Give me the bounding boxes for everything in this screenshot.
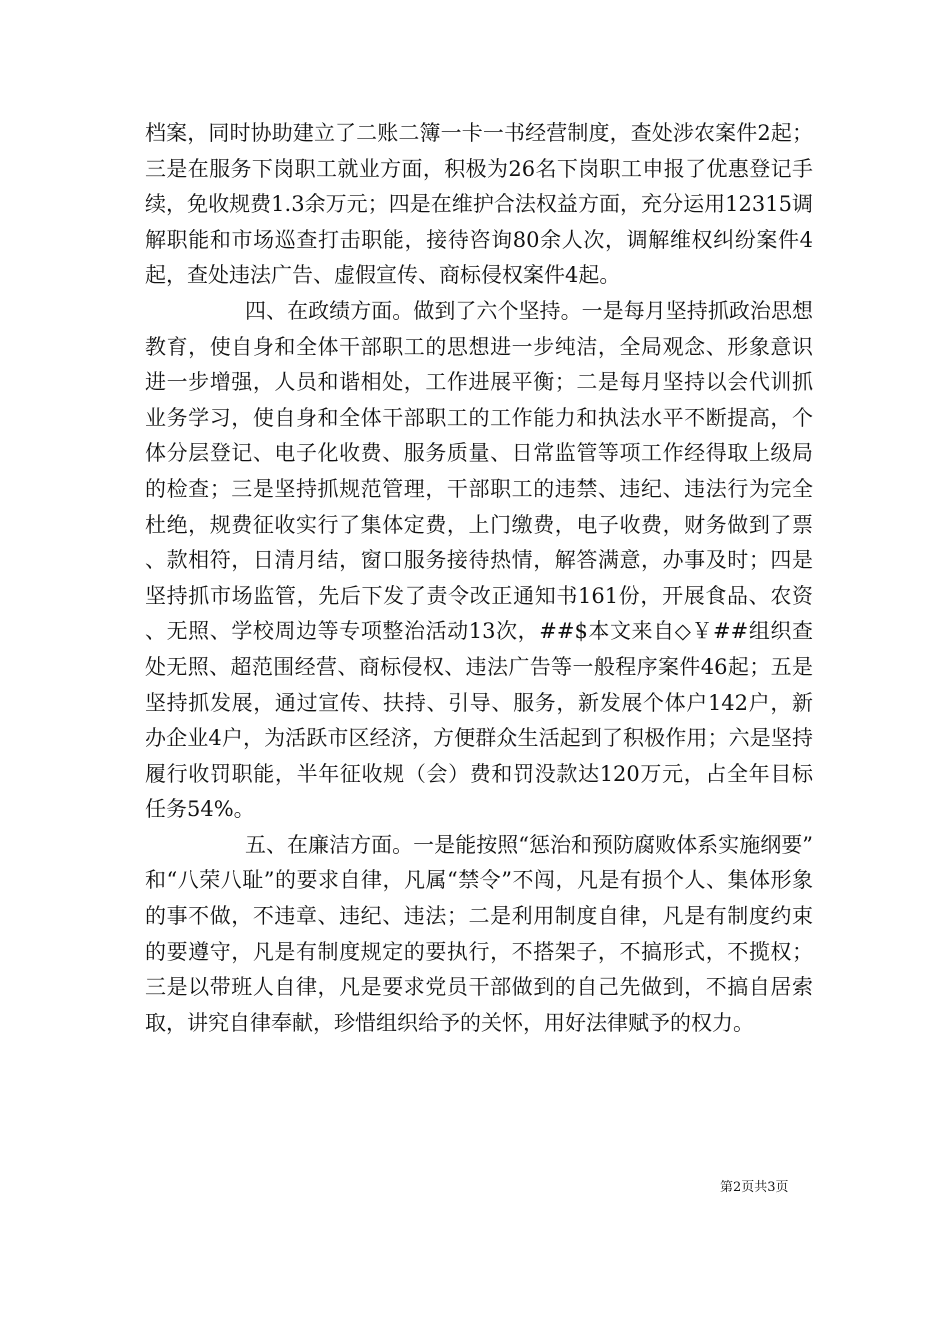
- document-body: [145, 116, 813, 1041]
- paragraph-integrity: 五、在廉洁方面。一是能按照“惩治和预防腐败体系实施纲要”和“八荣八耻”的要求自律，凡属“禁令”不闯，凡是有损个人、集体形象的事不做，不违章、违纪、违法；二是利用制度自律，凡是有制度约束的要遵守，凡是有制度规定的要执行，不搭架子，不搞形式，不揽权；三是以带班人自律，凡是要求党员干部做到的自己先做到，不搞自居索取，讲究自律奉献，珍惜组织给予的关怀，用好法律赋予的权力。: [145, 832, 813, 1035]
- paragraph-continuation: 档案，同时协助建立了二账二簿一卡一书经营制度，查处涉农案件2起；三是在服务下岗职工就业方面，积极为26名下岗职工申报了优惠登记手续，免收规费1.3余万元；四是在维护合法权益方面，充分运用12315调解职能和市场巡查打击职能，接待咨询80余人次，调解维权纠纷案件4起，查处违法广告、虚假宣传、商标侵权案件4起。: [145, 121, 813, 288]
- page-number-footer: 第2页共3页: [720, 1180, 789, 1195]
- paragraph-performance: 四、在政绩方面。做到了六个坚持。一是每月坚持抓政治思想教育，使自身和全体干部职工的思想进一步纯洁，全局观念、形象意识进一步增强，人员和谐相处，工作进展平衡；二是每月坚持以会代训抓业务学习，使自身和全体干部职工的工作能力和执法水平不断提高，个体分层登记、电子化收费、服务质量、日常监管等项工作经得取上级局的检查；三是坚持抓规范管理，干部职工的违禁、违纪、违法行为完全杜绝，规费征收实行了集体定费，上门缴费，电子收费，财务做到了票、款相符，日清月结，窗口服务接待热情，解答满意，办事及时；四是坚持抓市场监管，先后下发了责令改正通知书161份，开展食品、农资、无照、学校周边等专项整治活动13次，##$本文来自◇￥##组织查处无照、超范围经营、商标侵权、违法广告等一般程序案件46起；五是坚持抓发展，通过宣传、扶持、引导、服务，新发展个体户142户，新办企业4户，为活跃市区经济，方便群众生活起到了积极作用；六是坚持履行收罚职能，半年征收规（会）费和罚没款达120万元，占全年目标任务54%。: [145, 298, 813, 822]
